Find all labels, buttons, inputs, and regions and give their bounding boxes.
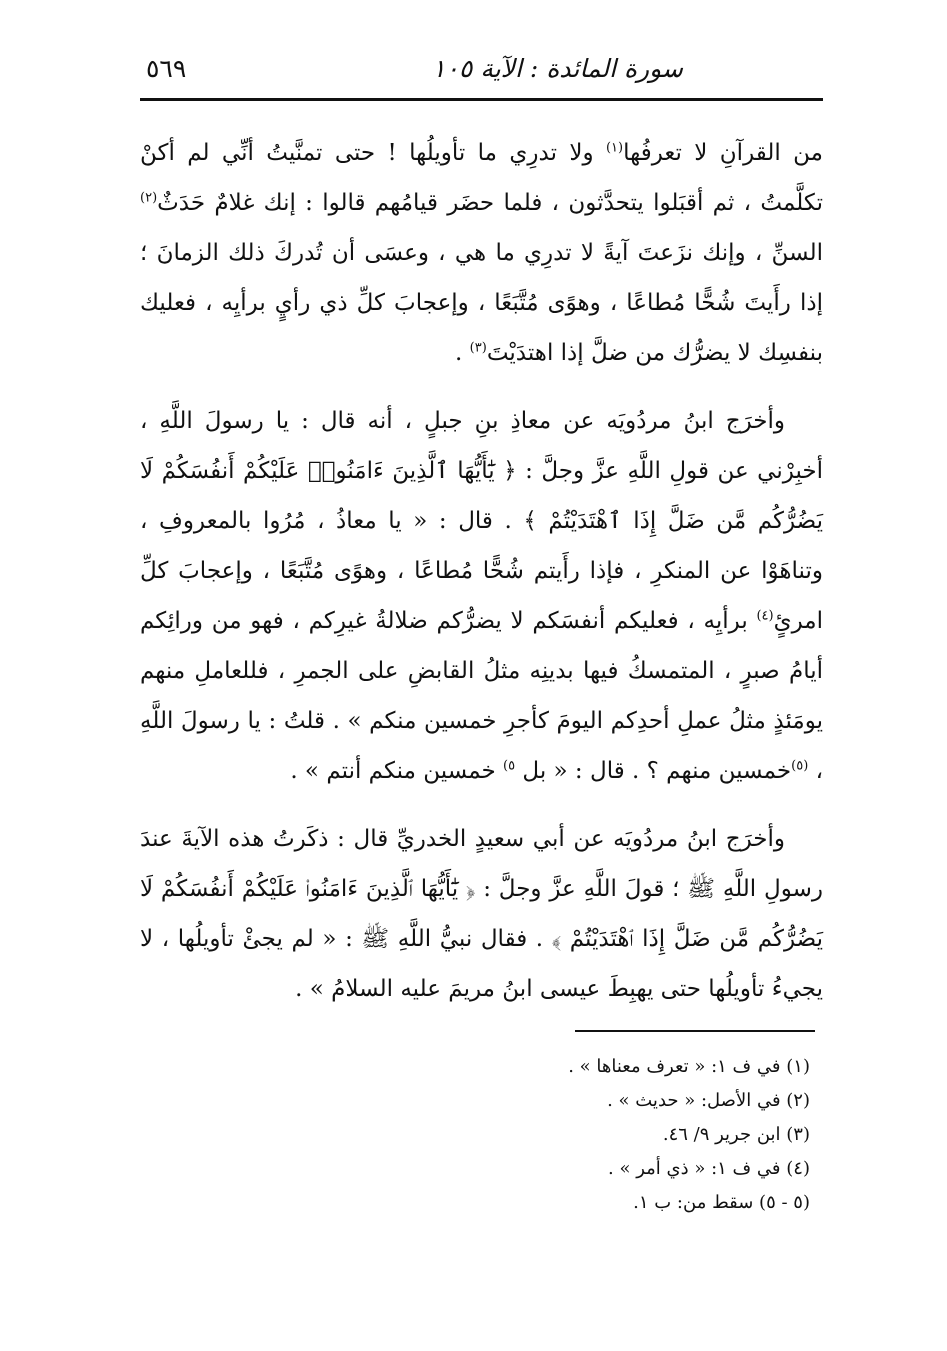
footnote-ref-1[interactable]: (١): [605, 140, 624, 156]
footnote-ref-5-end[interactable]: ٥): [503, 758, 516, 774]
main-text: [140, 128, 823, 1014]
footnote-5: (٥ - ٥) سقط من: ب ١.: [633, 1192, 810, 1213]
paragraph-1-text-a: من القرآنِ لا تعرفُها: [623, 140, 823, 166]
footnote-2: (٢) في الأصل: « حديث » .: [607, 1090, 810, 1111]
paragraph-1-text-d: .: [455, 340, 470, 366]
paragraph-2-text-a: وأخرَج ابنُ مردُويَه عن معاذِ بنِ جبلٍ ، أنه قال : يا رسولَ اللَّهِ ، أخبِرْني عن قولِ اللَّهِ عزَّ وجلَّ : ﴿ يَٰٓأَيُّهَا ٱلَّذِينَ ءَامَنُوا۟ عَلَيْكُمْ أَنفُسَكُمْ لَا يَضُرُّكُم مَّن ضَلَّ إِذَا ٱهْتَدَيْتُمْ ﴾ . قال : « يا معاذُ ، مُرُوا بالمعروفِ ، وتناهَوْا عن المنكرِ ، فإذا رأَيتم شُحًّا مُطاعًا ، وهوًى مُتَّبَعًا ، وإعجابَ كلِّ امرئٍ: [140, 408, 823, 634]
paragraph-1-text-c: السنِّ ، وإنك نزَعتَ آيةً لا تدرِي ما هي ، وعسَى أن تُدركَ ذلك الزمانَ ؛ إذا رأَيتَ شُحًّا مُطاعًا ، وهوًى مُتَّبَعًا ، وإعجابَ كلِّ ذي رأيٍ برأيِه ، فعليك بنفسِك لا يضرُّك من ضلَّ إذا اهتدَيْتَ: [140, 240, 823, 366]
footnote-ref-3[interactable]: (٣): [469, 340, 487, 356]
footnote-rule: [575, 1030, 815, 1032]
paragraph-3: وأخرَج ابنُ مردُويَه عن أبي سعيدٍ الخدريِّ قال : ذكَرتُ هذه الآيةَ عندَ رسولِ اللَّهِ ﷺ ؛ قولَ اللَّهِ عزَّ وجلَّ : ﴿ يَٰٓأَيُّهَا ٱلَّذِينَ ءَامَنُوا۟ عَلَيْكُمْ أَنفُسَكُمْ لَا يَضُرُّكُم مَّن ضَلَّ إِذَا ٱهْتَدَيْتُمْ ﴾ . فقال نبيُّ اللَّهِ ﷺ : « لم يجئْ تأويلُها ، لا يجيءُ تأويلُها حتى يهبِطَ عيسى ابنُ مريمَ عليه السلامُ » .: [140, 826, 823, 1002]
paragraph-2-text-d: خمسين منكم أنتم » .: [290, 758, 504, 784]
footnote-4: (٤) في ف ١: « ذي أمر » .: [608, 1158, 810, 1179]
paragraph-2: [140, 396, 823, 796]
paragraph-2-text-c: خمسين منهم ؟ . قال : « بل: [515, 758, 792, 784]
paragraph-2-text-b: برأيِه ، فعليكم أنفسَكم لا يضرُّكم ضلالةُ غيرِكم ، فهو من ورائِكم أيامُ صبرٍ ، المتمسكُ فيها بدينِه مثلُ القابضِ على الجمرِ ، فللعاملِ منهم يومَئذٍ مثلُ عملِ أحدِكم اليومَ كأجرِ خمسين منكم » . قلتُ : يا رسولَ اللَّهِ ،: [140, 608, 823, 784]
paragraph-1-text-b: ولا تدرِي ما تأويلُها ! حتى تمنَّيتُ أنِّي لم أكنْ تكلَّمتُ ، ثم أقبَلوا يتحدَّثون ، فلما حضَر قيامُهم قالوا : إنك غلامٌ حَدَثٌ: [140, 140, 823, 216]
footnote-ref-2[interactable]: (٢): [140, 190, 158, 206]
running-header: [140, 50, 823, 94]
footnote-1: (١) في ف ١: « تعرف معناها » .: [568, 1056, 810, 1077]
header-title: سورة المائدة : الآية ١٠٥: [432, 54, 683, 83]
page-number: ٥٦٩: [146, 54, 187, 83]
footnotes: [500, 1050, 810, 1220]
footnote-ref-5-start[interactable]: (٥): [791, 758, 809, 774]
footnote-3: (٣) ابن جرير ٩/ ٤٦.: [662, 1124, 810, 1145]
header-rule: [140, 98, 823, 101]
paragraph-1: [140, 128, 823, 378]
footnote-ref-4[interactable]: (٤): [756, 608, 774, 624]
